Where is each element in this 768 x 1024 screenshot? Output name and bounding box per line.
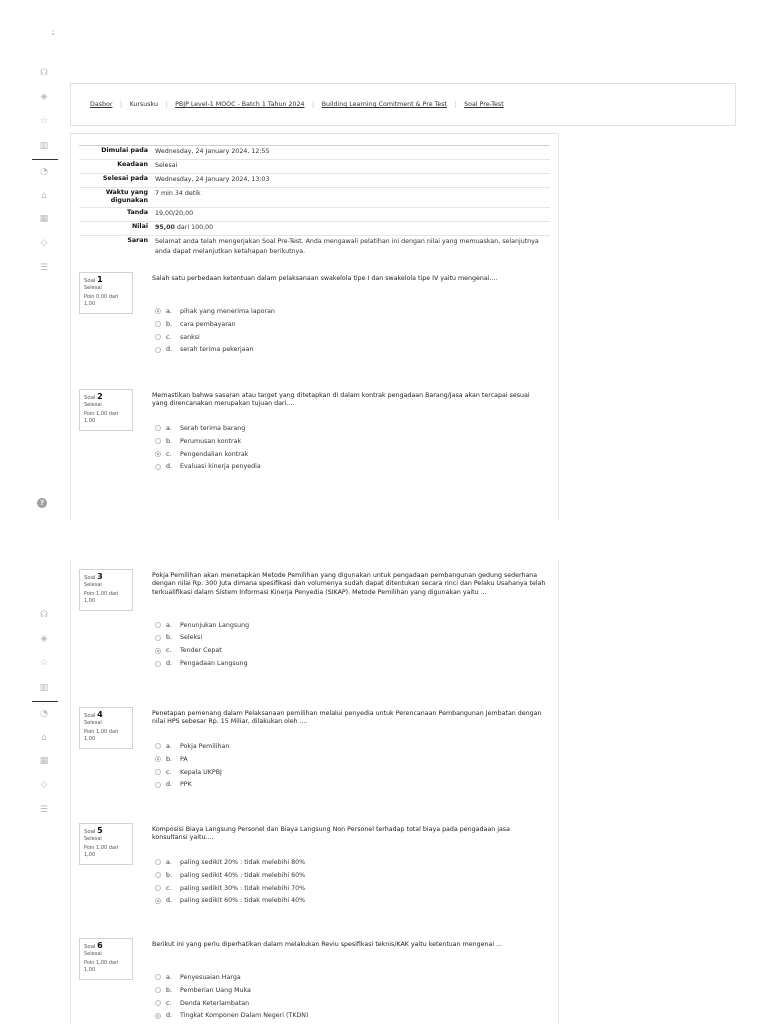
option-text: Pemberian Uang Muka [180, 986, 251, 994]
option-letter: b. [166, 634, 172, 642]
answer-option[interactable] [155, 619, 249, 632]
summary-value: Selesai [155, 162, 178, 169]
radio-button[interactable] [155, 1013, 161, 1019]
option-letter: c. [166, 999, 172, 1007]
summary-label: Selesai pada [102, 175, 148, 182]
summary-row-grade [79, 222, 550, 236]
radio-button[interactable] [155, 782, 161, 788]
stray-semicolon: ; [52, 28, 55, 36]
radio-button[interactable] [155, 661, 161, 667]
sidebar-divider [32, 701, 58, 702]
sidebar-divider [32, 159, 58, 160]
hat-icon[interactable]: ◇ [40, 238, 48, 248]
hat-icon[interactable]: ◇ [40, 780, 48, 790]
summary-value: Wednesday, 24 January 2024, 13:03 [155, 176, 270, 183]
breadcrumb-item[interactable]: Soal Pre-Test [464, 101, 504, 108]
question-text: Berikut ini yang perlu diperhatikan dalam melakukan Reviu spesifikasi teknis/KAK yaitu ketentuan mengenai ... [152, 941, 503, 948]
grade-suffix: dari 100,00 [174, 224, 214, 231]
question-label: Soal [84, 944, 96, 950]
quiz-review-content-continued [70, 560, 559, 1024]
option-letter: b. [166, 320, 172, 328]
option-text: Serah terima barang [180, 424, 246, 432]
book-icon[interactable]: ▥ [39, 141, 49, 151]
nav-sidebar [30, 0, 58, 520]
question-mark: Poin 1,00 dari 1,00 [84, 960, 119, 973]
answer-option[interactable] [155, 331, 275, 344]
question-info [79, 389, 133, 431]
option-letter: c. [166, 768, 172, 776]
option-text: sanksi [180, 333, 200, 341]
option-letter: d. [166, 660, 172, 668]
option-text: Perumusan kontrak [180, 437, 242, 445]
option-letter: c. [166, 647, 172, 655]
option-text: Kepala UKPBJ [180, 768, 222, 776]
option-letter: d. [166, 346, 172, 354]
summary-row-marks [79, 208, 550, 222]
question-status: Selesai [84, 582, 102, 588]
question-mark: Poin 0,00 dari 1,00 [84, 294, 119, 307]
radio-button[interactable] [155, 987, 161, 993]
option-letter: a. [166, 424, 172, 432]
option-letter: d. [166, 781, 172, 789]
breadcrumb-item[interactable]: Building Learning Comitment & Pre Test [321, 101, 447, 108]
question-mark: Poin 1,00 dari 1,00 [84, 845, 119, 858]
question-number: 3 [97, 572, 103, 581]
question-label: Soal [84, 575, 96, 581]
option-text: pihak yang menerima laporan [180, 307, 275, 315]
help-icon[interactable]: ? [37, 498, 47, 508]
answer-option[interactable] [155, 766, 229, 779]
option-letter: a. [166, 621, 172, 629]
option-text: Pengendalian kontrak [180, 450, 249, 458]
answer-option[interactable] [155, 740, 229, 753]
calendar-icon[interactable]: ▦ [39, 756, 49, 766]
question-number: 2 [97, 392, 103, 401]
answer-option[interactable] [155, 997, 308, 1010]
question-number: 4 [97, 710, 103, 719]
page-gap [0, 520, 768, 560]
question-status: Selesai [84, 402, 102, 408]
option-letter: c. [166, 450, 172, 458]
radio-button[interactable] [155, 635, 161, 641]
option-text: Denda Keterlambatan [180, 999, 250, 1007]
question-text: Komposisi Biaya Langsung Personel dan Biaya Langsung Non Personel terhadap total biaya pada pengadaan jasa konsultansi yaitu.... [152, 826, 510, 842]
summary-value [151, 222, 550, 236]
question-number: 1 [97, 275, 103, 284]
page-bottom [0, 560, 768, 1024]
option-text: Pokja Pemilihan [180, 742, 230, 750]
radio-button[interactable] [155, 898, 161, 904]
question-text: Memastikan bahwa sasaran atau target yang ditetapkan di dalam kontrak pengadaan Barang/Jasa akan tercapai sesuai yang direncanakan merupakan tujuan dari.... [152, 392, 530, 408]
summary-value: Wednesday, 24 January 2024, 12:55 [155, 148, 270, 155]
radio-button[interactable] [155, 347, 161, 353]
radio-button[interactable] [155, 464, 161, 470]
option-text: PA [180, 755, 188, 763]
option-text: Tender Cepat [180, 647, 222, 655]
question-status: Selesai [84, 836, 102, 842]
option-letter: b. [166, 437, 172, 445]
answer-option[interactable] [155, 869, 305, 882]
option-text: paling sedikit 30% : tidak melebihi 70% [180, 884, 306, 892]
option-letter: b. [166, 755, 172, 763]
question-info [79, 938, 133, 980]
answer-options [155, 619, 249, 671]
question-label: Soal [84, 278, 96, 284]
question-label: Soal [84, 829, 96, 835]
breadcrumb-separator-icon: ⟩ [453, 100, 458, 109]
radio-button[interactable] [155, 885, 161, 891]
answer-option[interactable] [155, 753, 229, 766]
option-letter: a. [166, 307, 172, 315]
question-mark: Poin 1,00 dari 1,00 [84, 411, 119, 424]
answer-option[interactable] [155, 448, 261, 461]
option-letter: a. [166, 973, 172, 981]
breadcrumb-container-edge [559, 83, 736, 126]
radio-button[interactable] [155, 1000, 161, 1006]
answer-options [155, 422, 261, 474]
summary-label: Nilai [132, 223, 148, 230]
radio-button[interactable] [155, 872, 161, 878]
option-text: Pengadaan Langsung [180, 660, 248, 668]
calendar-icon[interactable]: ▦ [39, 214, 49, 224]
option-text: PPK [180, 781, 192, 789]
answer-option[interactable] [155, 984, 308, 997]
answer-options [155, 856, 305, 908]
option-letter: b. [166, 986, 172, 994]
summary-label: Keadaan [117, 161, 148, 168]
option-letter: b. [166, 871, 172, 879]
breadcrumb-separator-icon: ⟩ [164, 100, 169, 109]
breadcrumb [90, 100, 504, 109]
question-info [79, 272, 133, 314]
radio-button[interactable] [155, 321, 161, 327]
option-text: Tingkat Komponen Dalam Negeri (TKDN) [180, 1012, 309, 1020]
question-number: 6 [97, 941, 103, 950]
question-text: Pokja Pemilihan akan menetapkan Metode Pemilihan yang digunakan untuk pengadaan pembangunan gedung sederhana dengan nilai Rp. 300 Juta dimana spesifikasi dan volumenya sudah dapat ditentukan secara rinci dan Pelaku Usahanya telah terkualifikasi dalam Sistem Informasi Kinerja Penyedia (SIKAP). Metode Pemilihan yang digunakan yaitu ... [152, 572, 546, 596]
option-text: Penunjukan Langsung [180, 621, 250, 629]
question-text: Salah satu perbedaan ketentuan dalam pelaksanaan swakelola tipe I dan swakelola tipe IV yaitu mengenai.... [152, 275, 498, 282]
answer-option[interactable] [155, 631, 249, 644]
summary-row-started [79, 146, 550, 160]
graduation-icon[interactable]: ☊ [40, 68, 48, 78]
answer-option[interactable] [155, 460, 261, 473]
summary-row-state [79, 160, 550, 174]
summary-row-feedback [79, 236, 550, 260]
question-text: Penetapan pemenang dalam Pelaksanaan pemilihan melalui penyedia untuk Perencanaan Pembangunan Jembatan dengan nilai HPS sebesar Rp. 15 Miliar, dilakukan oleh .... [152, 710, 542, 726]
option-letter: a. [166, 858, 172, 866]
question-label: Soal [84, 713, 96, 719]
answer-options [155, 740, 229, 792]
attempt-summary-table [79, 145, 550, 259]
question-mark: Poin 1,00 dari 1,00 [84, 591, 119, 604]
question-label: Soal [84, 395, 96, 401]
answer-option[interactable] [155, 971, 308, 984]
answer-options [155, 971, 308, 1023]
radio-button[interactable] [155, 425, 161, 431]
star-icon[interactable]: ☆ [39, 116, 49, 126]
summary-label: Tanda [127, 209, 148, 216]
quiz-review-content [70, 133, 559, 520]
summary-row-time [79, 188, 550, 208]
answer-option[interactable] [155, 1009, 308, 1022]
answer-options [155, 305, 275, 357]
question-status: Selesai [84, 720, 102, 726]
summary-value: Selamat anda telah mengerjakan Soal Pre-Test. Anda mengawali pelatihan ini dengan nilai yang memuaskan, selanjutnya anda dapat melanjutkan ketahapan berikutnya. [155, 238, 539, 255]
radio-button[interactable] [155, 859, 161, 865]
option-text: paling sedikit 40% : tidak melebihi 60% [180, 871, 306, 879]
layers-icon[interactable]: ◈ [40, 92, 48, 102]
graduation-icon[interactable]: ☊ [40, 610, 48, 620]
option-text: paling sedikit 60% : tidak melebihi 40% [180, 897, 306, 905]
question-info [79, 707, 133, 749]
answer-option[interactable] [155, 657, 249, 670]
option-letter: d. [166, 897, 172, 905]
question-info [79, 823, 133, 865]
question-status: Selesai [84, 285, 102, 291]
layers-icon[interactable]: ◈ [40, 634, 48, 644]
option-text: Seleksi [180, 634, 203, 642]
answer-option[interactable] [155, 778, 229, 791]
answer-option[interactable] [155, 644, 249, 657]
radio-button[interactable] [155, 743, 161, 749]
breadcrumb-item[interactable]: Dasbor [90, 101, 113, 108]
radio-button[interactable] [155, 756, 161, 762]
dashboard-icon[interactable]: ◔ [40, 167, 48, 177]
answer-option[interactable] [155, 856, 305, 869]
option-letter: d. [166, 1012, 172, 1020]
radio-button[interactable] [155, 308, 161, 314]
book-icon[interactable]: ▥ [39, 683, 49, 693]
option-letter: d. [166, 463, 172, 471]
answer-option[interactable] [155, 894, 305, 907]
radio-button[interactable] [155, 648, 161, 654]
home-icon[interactable]: ⌂ [41, 191, 47, 201]
answer-option[interactable] [155, 435, 261, 448]
home-icon[interactable]: ⌂ [41, 733, 47, 743]
summary-label: Waktu yang digunakan [105, 189, 148, 204]
nav-sidebar [30, 560, 58, 1024]
radio-button[interactable] [155, 451, 161, 457]
question-status: Selesai [84, 951, 102, 957]
list-icon[interactable]: ☰ [39, 263, 49, 273]
list-icon[interactable]: ☰ [39, 805, 49, 815]
breadcrumb-item[interactable]: PBJP Level-1 MOOC - Batch 1 Tahun 2024 [175, 101, 305, 108]
option-letter: c. [166, 333, 172, 341]
radio-button[interactable] [155, 622, 161, 628]
option-text: Penyesuaian Harga [180, 973, 241, 981]
dashboard-icon[interactable]: ◔ [40, 709, 48, 719]
radio-button[interactable] [155, 769, 161, 775]
summary-label: Dimulai pada [101, 147, 148, 154]
option-text: serah terima pekerjaan [180, 346, 254, 354]
answer-option[interactable] [155, 318, 275, 331]
radio-button[interactable] [155, 334, 161, 340]
option-letter: c. [166, 884, 172, 892]
breadcrumb-separator-icon: ⟩ [119, 100, 123, 109]
question-info [79, 569, 133, 611]
answer-option[interactable] [155, 343, 275, 356]
answer-option[interactable] [155, 305, 275, 318]
option-text: Evaluasi kinerja penyedia [180, 463, 261, 471]
breadcrumb-item[interactable]: Kursusku [129, 101, 158, 108]
radio-button[interactable] [155, 438, 161, 444]
breadcrumb-separator-icon: ⟩ [311, 100, 315, 109]
question-mark: Poin 1,00 dari 1,00 [84, 729, 119, 742]
radio-button[interactable] [155, 974, 161, 980]
answer-option[interactable] [155, 882, 305, 895]
answer-option[interactable] [155, 422, 261, 435]
option-letter: a. [166, 742, 172, 750]
summary-label: Saran [127, 237, 148, 244]
summary-value: 19,00/20,00 [155, 210, 194, 217]
summary-value: 7 min 34 detik [155, 190, 201, 197]
summary-row-completed [79, 174, 550, 188]
option-text: cara pembayaran [180, 320, 236, 328]
option-text: paling sedikit 20% : tidak melebihi 80% [180, 858, 306, 866]
question-number: 5 [97, 826, 103, 835]
star-icon[interactable]: ☆ [39, 658, 49, 668]
grade-value: 95,00 [155, 224, 175, 231]
